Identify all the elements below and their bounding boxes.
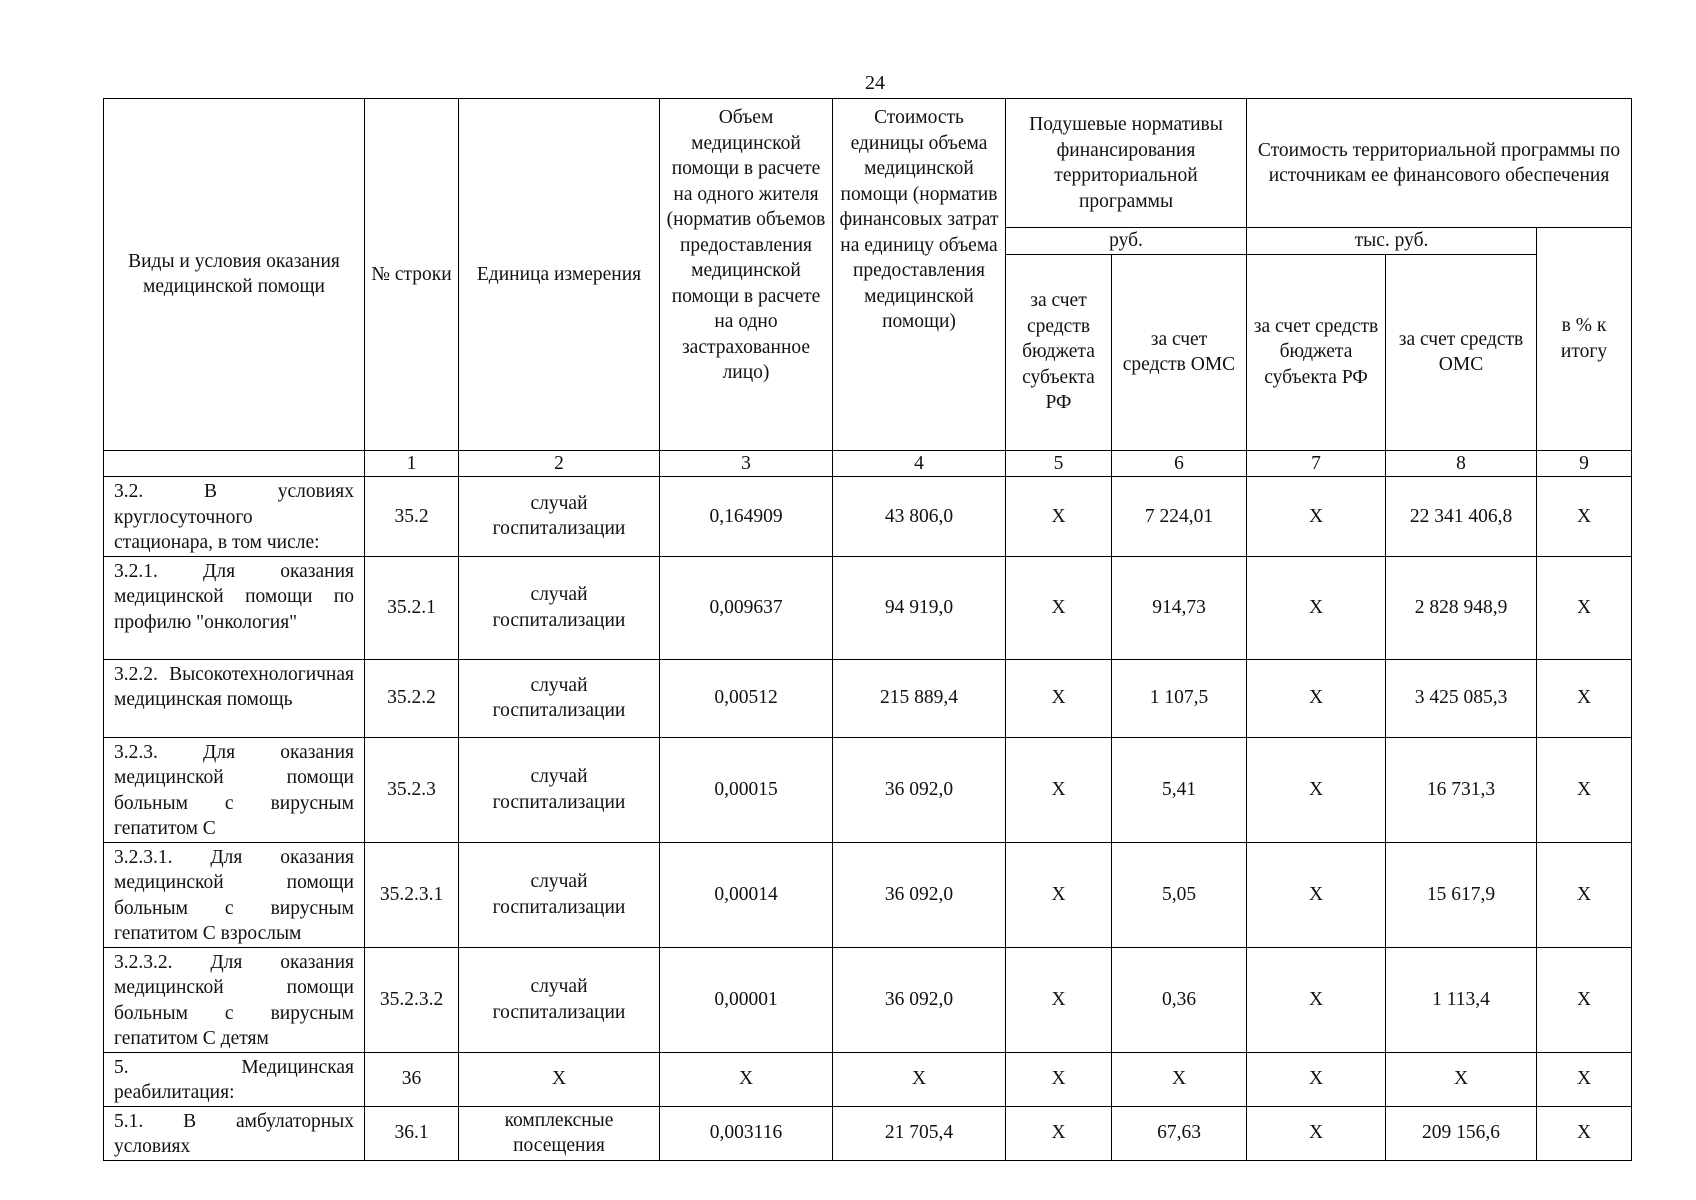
row-unit: случай госпитализации <box>459 659 660 737</box>
financing-table <box>103 98 1632 1161</box>
row-col5: Х <box>1006 477 1112 557</box>
header-volume: Объем медицинской помощи в расчете на одного жителя (норматив объемов предоставления медицинской помощи в расчете на одно застрахованное лицо) <box>660 99 833 451</box>
row-col6: Х <box>1112 1052 1247 1106</box>
row-volume: 0,164909 <box>660 477 833 557</box>
row-col8: Х <box>1386 1052 1537 1106</box>
header-cost-unit: Стоимость единицы объема медицинской помощи (норматив финансовых затрат на единицу объема предоставления медицинской помощи) <box>833 99 1006 451</box>
table-row <box>104 1052 1632 1106</box>
row-col7: Х <box>1247 1052 1386 1106</box>
row-cost: 215 889,4 <box>833 659 1006 737</box>
header-row-no: № строки <box>365 99 459 451</box>
row-col7: Х <box>1247 842 1386 947</box>
row-col7: Х <box>1247 737 1386 842</box>
row-col8: 2 828 948,9 <box>1386 556 1537 659</box>
row-col5: Х <box>1006 1106 1112 1160</box>
row-col5: Х <box>1006 659 1112 737</box>
row-col7: Х <box>1247 477 1386 557</box>
column-number: 9 <box>1537 450 1632 477</box>
header-budget-rf: за счет средств бюджета субъекта РФ <box>1006 254 1112 450</box>
row-no: 35.2.3 <box>365 737 459 842</box>
row-unit: случай госпитализации <box>459 737 660 842</box>
row-name: 3.2.1. Для оказания медицинской помощи по профилю "онкология" <box>104 556 365 659</box>
row-col8: 16 731,3 <box>1386 737 1537 842</box>
column-number: 7 <box>1247 450 1386 477</box>
row-col8: 15 617,9 <box>1386 842 1537 947</box>
column-number: 2 <box>459 450 660 477</box>
row-no: 35.2.1 <box>365 556 459 659</box>
row-cost: 94 919,0 <box>833 556 1006 659</box>
header-unit-rub: руб. <box>1006 228 1247 255</box>
table-row <box>104 842 1632 947</box>
column-number-blank <box>104 450 365 477</box>
row-col7: Х <box>1247 947 1386 1052</box>
row-volume: 0,00014 <box>660 842 833 947</box>
row-unit: случай госпитализации <box>459 477 660 557</box>
row-col6: 7 224,01 <box>1112 477 1247 557</box>
column-number: 4 <box>833 450 1006 477</box>
header-percapita-group: Подушевые нормативы финансирования территориальной программы <box>1006 99 1247 228</box>
row-no: 35.2.2 <box>365 659 459 737</box>
row-col9: Х <box>1537 947 1632 1052</box>
row-volume: 0,009637 <box>660 556 833 659</box>
header-kind: Виды и условия оказания медицинской помощи <box>104 99 365 451</box>
row-name: 3.2.3.2. Для оказания медицинской помощи больным с вирусным гепатитом С детям <box>104 947 365 1052</box>
row-col9: Х <box>1537 1106 1632 1160</box>
row-name: 3.2.3.1. Для оказания медицинской помощи больным с вирусным гепатитом С взрослым <box>104 842 365 947</box>
row-col6: 914,73 <box>1112 556 1247 659</box>
row-col9: Х <box>1537 556 1632 659</box>
row-volume: 0,00001 <box>660 947 833 1052</box>
row-col6: 67,63 <box>1112 1106 1247 1160</box>
row-cost: 36 092,0 <box>833 842 1006 947</box>
row-col6: 5,05 <box>1112 842 1247 947</box>
row-name: 5. Медицинская реабилитация: <box>104 1052 365 1106</box>
table-row <box>104 1106 1632 1160</box>
row-col5: Х <box>1006 842 1112 947</box>
row-name: 3.2. В условиях круглосуточного стационара, в том числе: <box>104 477 365 557</box>
page-number: 24 <box>865 72 885 94</box>
row-col7: Х <box>1247 556 1386 659</box>
row-volume: 0,003116 <box>660 1106 833 1160</box>
row-name: 3.2.3. Для оказания медицинской помощи больным с вирусным гепатитом С <box>104 737 365 842</box>
table-row <box>104 477 1632 557</box>
row-col5: Х <box>1006 737 1112 842</box>
column-number: 8 <box>1386 450 1537 477</box>
row-col9: Х <box>1537 1052 1632 1106</box>
row-no: 36.1 <box>365 1106 459 1160</box>
header-oms: за счет средств ОМС <box>1112 254 1247 450</box>
row-col9: Х <box>1537 842 1632 947</box>
row-unit: комплексные посещения <box>459 1106 660 1160</box>
row-no: 36 <box>365 1052 459 1106</box>
header-unit: Единица измерения <box>459 99 660 451</box>
column-number: 3 <box>660 450 833 477</box>
row-col5: Х <box>1006 556 1112 659</box>
row-cost: Х <box>833 1052 1006 1106</box>
row-unit: случай госпитализации <box>459 842 660 947</box>
row-no: 35.2.3.2 <box>365 947 459 1052</box>
row-cost: 21 705,4 <box>833 1106 1006 1160</box>
header-total-cost-group: Стоимость территориальной программы по источникам ее финансового обеспечения <box>1247 99 1632 228</box>
row-col8: 22 341 406,8 <box>1386 477 1537 557</box>
row-col6: 5,41 <box>1112 737 1247 842</box>
table-row <box>104 556 1632 659</box>
row-unit: Х <box>459 1052 660 1106</box>
row-col9: Х <box>1537 659 1632 737</box>
header-percent-total: в % к итогу <box>1537 228 1632 451</box>
row-col6: 1 107,5 <box>1112 659 1247 737</box>
row-col5: Х <box>1006 1052 1112 1106</box>
row-col6: 0,36 <box>1112 947 1247 1052</box>
row-no: 35.2.3.1 <box>365 842 459 947</box>
row-no: 35.2 <box>365 477 459 557</box>
table-row <box>104 947 1632 1052</box>
row-name: 3.2.2. Высокотехнологичная медицинская помощь <box>104 659 365 737</box>
row-cost: 36 092,0 <box>833 947 1006 1052</box>
row-volume: Х <box>660 1052 833 1106</box>
table-row <box>104 659 1632 737</box>
column-number: 1 <box>365 450 459 477</box>
row-name: 5.1. В амбулаторных условиях <box>104 1106 365 1160</box>
header-budget-rf-2: за счет средств бюджета субъекта РФ <box>1247 254 1386 450</box>
row-col9: Х <box>1537 737 1632 842</box>
column-number: 5 <box>1006 450 1112 477</box>
row-unit: случай госпитализации <box>459 947 660 1052</box>
row-col7: Х <box>1247 1106 1386 1160</box>
row-col8: 209 156,6 <box>1386 1106 1537 1160</box>
row-col7: Х <box>1247 659 1386 737</box>
table-row <box>104 737 1632 842</box>
row-cost: 43 806,0 <box>833 477 1006 557</box>
row-cost: 36 092,0 <box>833 737 1006 842</box>
row-col8: 1 113,4 <box>1386 947 1537 1052</box>
column-number: 6 <box>1112 450 1247 477</box>
row-col5: Х <box>1006 947 1112 1052</box>
row-volume: 0,00512 <box>660 659 833 737</box>
row-volume: 0,00015 <box>660 737 833 842</box>
header-oms-2: за счет средств ОМС <box>1386 254 1537 450</box>
row-col8: 3 425 085,3 <box>1386 659 1537 737</box>
header-unit-thousand-rub: тыс. руб. <box>1247 228 1537 255</box>
row-unit: случай госпитализации <box>459 556 660 659</box>
row-col9: Х <box>1537 477 1632 557</box>
